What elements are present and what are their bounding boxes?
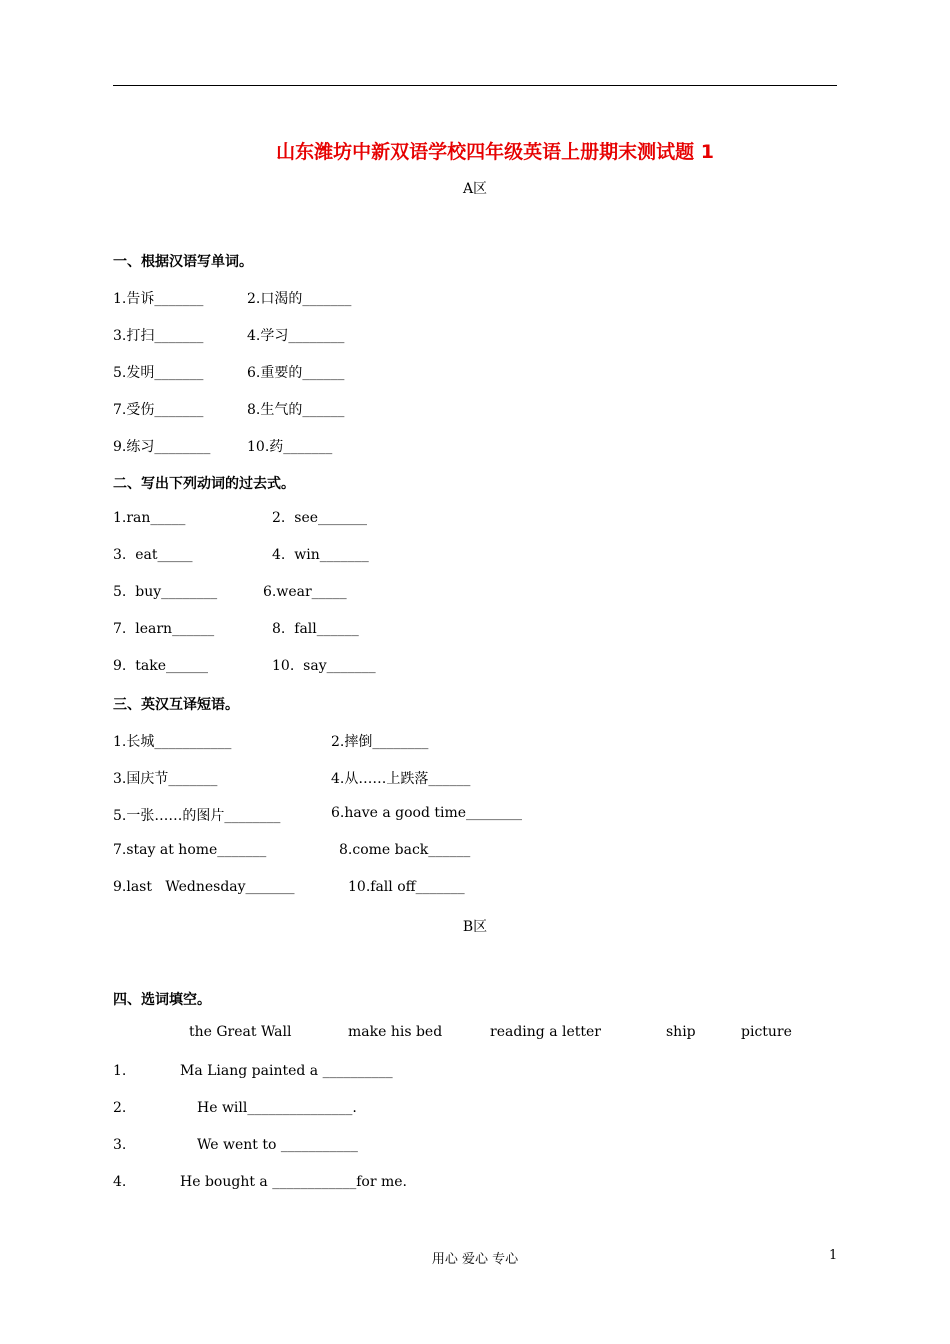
question-item: 5.发明_______ [113,365,204,381]
section3-row [0,768,950,788]
section2-row [0,547,950,567]
section3-row [0,879,950,899]
question-item: 8.生气的______ [247,402,345,418]
question-item: 2.摔倒________ [331,734,429,750]
section1-row [0,399,950,419]
section2-row [0,621,950,641]
question-item: 1.告诉_______ [113,291,204,307]
section3-row [0,842,950,862]
page-footer: 用心 爱心 专心 [431,1252,519,1267]
section2-heading: 二、写出下列动词的过去式。 [113,476,295,492]
question-item: 1.长城___________ [113,734,232,750]
section3-row [0,805,950,825]
question-item: 9.练习________ [113,439,211,455]
question-item: 10. say_______ [272,658,376,674]
fill-in-row [0,1063,950,1083]
question-item: 8. fall______ [272,621,359,637]
item-number: 4. [113,1174,127,1190]
question-item: 1.ran_____ [113,510,186,526]
word-bank-item: the Great Wall [189,1024,292,1040]
fill-in-row [0,1174,950,1194]
question-item: 7. learn______ [113,621,215,637]
question-item: 3.国庆节_______ [113,771,218,787]
fill-in-row [0,1137,950,1157]
word-bank-item: make his bed [348,1024,443,1040]
question-item: 6.have a good time________ [331,805,523,821]
section3-row [0,731,950,751]
question-item: 9.last Wednesday_______ [113,879,295,895]
section1-row [0,362,950,382]
word-bank-item: picture [741,1024,792,1040]
document-title: 山东潍坊中新双语学校四年级英语上册期末测试题 1 [276,141,714,163]
question-item: 7.stay at home_______ [113,842,267,858]
question-item: 4.学习________ [247,328,345,344]
question-item: 4.从……上跌落______ [331,771,471,787]
question-item: 3. eat_____ [113,547,193,563]
item-sentence: He bought a ____________for me. [180,1174,407,1190]
section1-row [0,288,950,308]
section2-row [0,584,950,604]
section1-row [0,436,950,456]
question-item: 4. win_______ [272,547,369,563]
item-number: 3. [113,1137,127,1153]
section3-heading: 三、英汉互译短语。 [113,697,239,713]
question-item: 7.受伤_______ [113,402,204,418]
section2-row [0,658,950,678]
item-sentence: We went to ___________ [197,1137,358,1153]
word-bank-item: reading a letter [490,1024,601,1040]
item-sentence: Ma Liang painted a __________ [180,1063,393,1079]
question-item: 5.一张……的图片________ [113,808,281,824]
section1-row [0,325,950,345]
word-bank-item: ship [666,1024,696,1040]
question-item: 6.wear_____ [263,584,347,600]
question-item: 9. take______ [113,658,208,674]
fill-in-row [0,1100,950,1120]
question-item: 2.口渴的_______ [247,291,352,307]
section2-row [0,510,950,530]
question-item: 2. see_______ [272,510,368,526]
zone-b-label: B区 [462,919,488,935]
question-item: 8.come back______ [339,842,471,858]
question-item: 3.打扫_______ [113,328,204,344]
item-sentence: He will_______________. [197,1100,357,1116]
header-rule [113,85,837,86]
section4-heading: 四、选词填空。 [113,992,211,1008]
item-number: 2. [113,1100,127,1116]
question-item: 6.重要的______ [247,365,345,381]
question-item: 5. buy________ [113,584,218,600]
zone-a-label: A区 [462,181,488,197]
section1-heading: 一、根据汉语写单词。 [113,254,253,270]
question-item: 10.药_______ [247,439,333,455]
page-number: 1 [829,1248,838,1263]
item-number: 1. [113,1063,127,1079]
question-item: 10.fall off_______ [348,879,465,895]
